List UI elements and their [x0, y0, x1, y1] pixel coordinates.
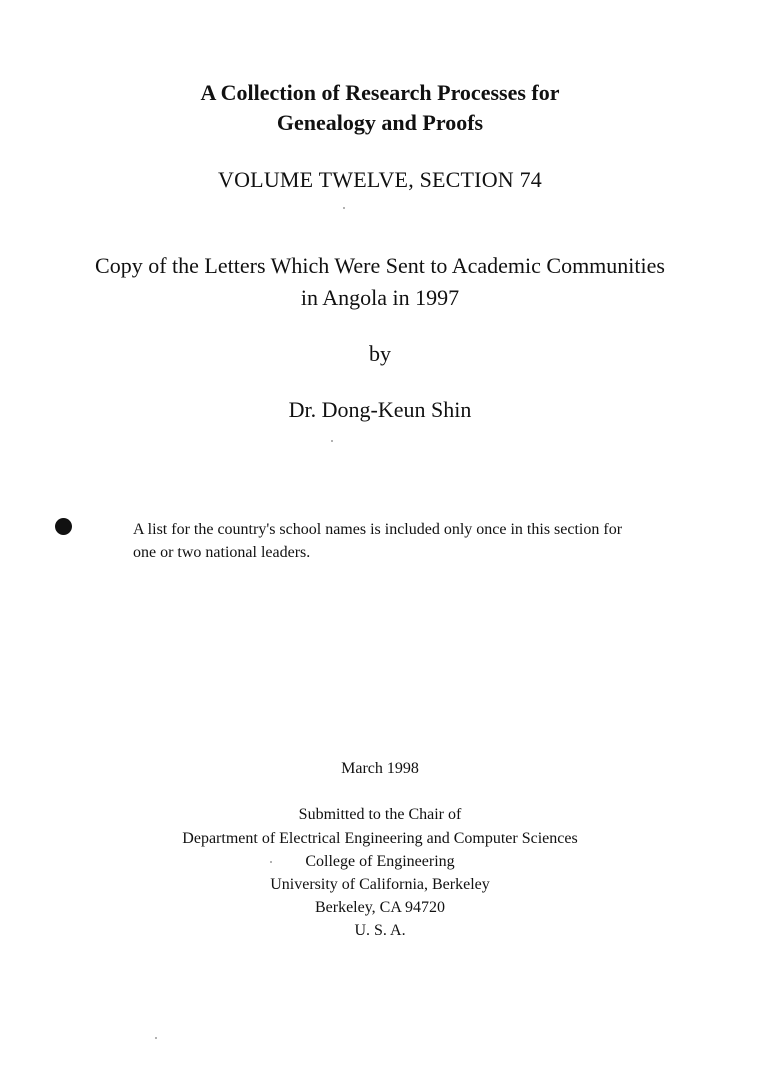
title-line-1: A Collection of Research Processes for	[200, 80, 560, 105]
submission-line-3: College of Engineering	[305, 853, 455, 870]
submission-line-1: Submitted to the Chair of	[298, 806, 462, 823]
scan-speck	[343, 207, 345, 209]
submission-line-6: U. S. A.	[354, 922, 406, 939]
scan-speck	[155, 1037, 157, 1039]
bullet-icon	[55, 518, 72, 535]
publication-date: March 1998	[341, 760, 419, 777]
scan-speck	[270, 861, 272, 863]
note-line-2: one or two national leaders.	[133, 544, 311, 561]
submission-line-2: Department of Electrical Engineering and Computer Sciences	[182, 830, 578, 847]
submission-line-5: Berkeley, CA 94720	[314, 899, 446, 916]
author-name: Dr. Dong-Keun Shin	[288, 397, 472, 422]
subtitle-line-1: Copy of the Letters Which Were Sent to Academic Communities	[95, 253, 665, 278]
title-line-2: Genealogy and Proofs	[276, 110, 484, 135]
subtitle-line-2: in Angola in 1997	[300, 285, 460, 310]
by-label: by	[369, 341, 391, 366]
scan-speck	[331, 440, 333, 442]
note-paragraph	[133, 518, 723, 564]
note-line-1: A list for the country's school names is included only once in this section for	[133, 521, 623, 538]
volume-section-heading: VOLUME TWELVE, SECTION 74	[218, 167, 542, 192]
submission-line-4: University of California, Berkeley	[270, 876, 490, 893]
